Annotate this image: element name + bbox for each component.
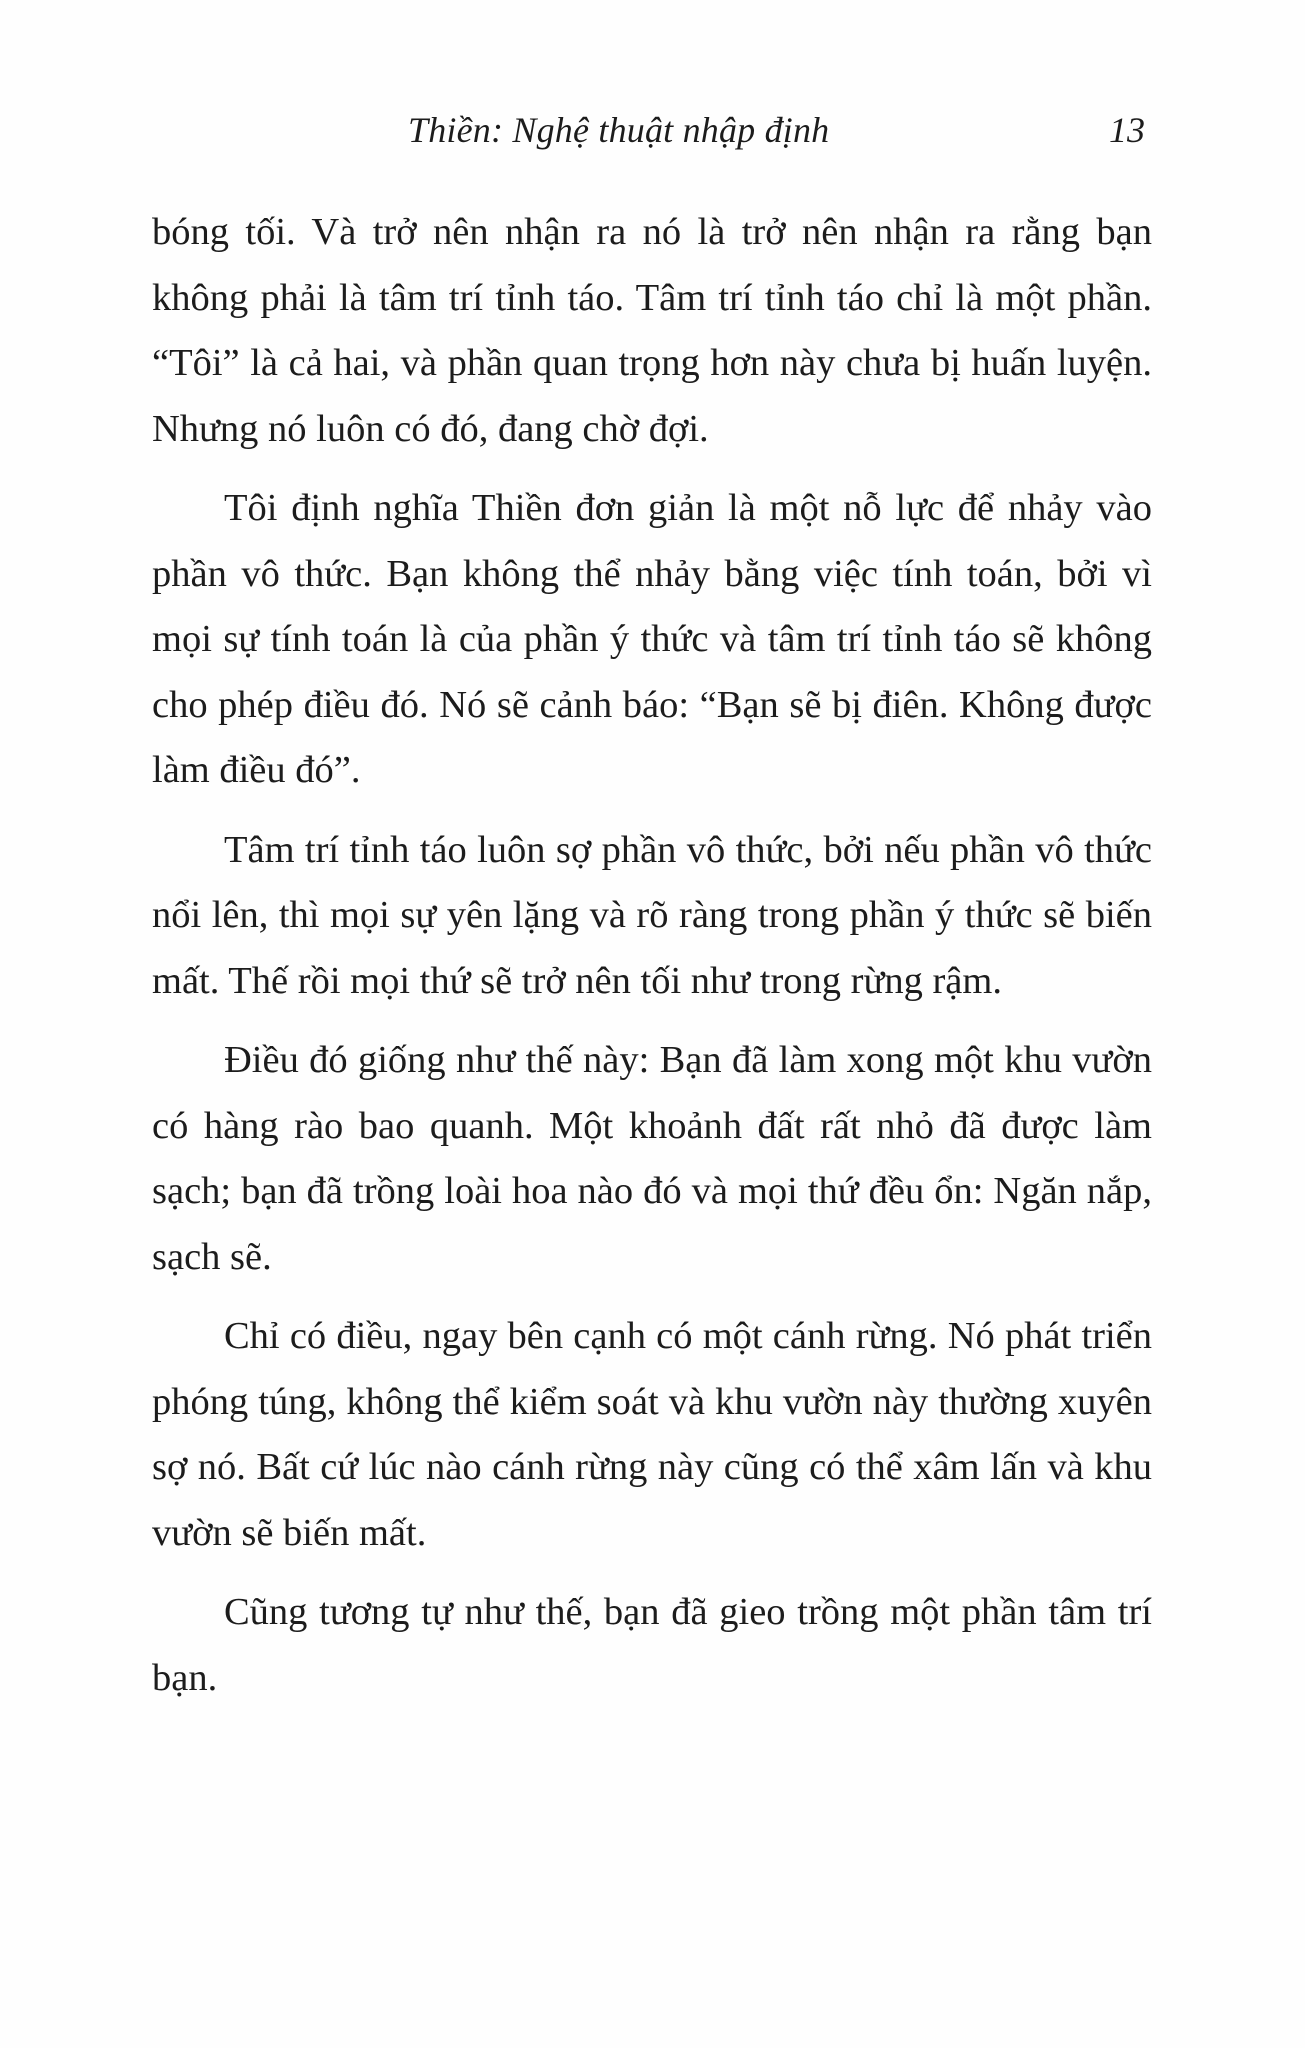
body-text bbox=[152, 200, 1152, 1725]
paragraph: Chỉ có điều, ngay bên cạnh có một cánh rừng. Nó phát triển phóng túng, không thể kiểm soát và khu vườn này thường xuyên sợ nó. Bất cứ lúc nào cánh rừng này cũng có thể xâm lấn và khu vườn sẽ biến mất. bbox=[152, 1315, 1152, 1554]
running-head bbox=[0, 108, 1305, 152]
running-title: Thiền: Nghệ thuật nhập định bbox=[408, 110, 830, 150]
paragraph-continued: bóng tối. Và trở nên nhận ra nó là trở nên nhận ra rằng bạn không phải là tâm trí tỉnh táo. Tâm trí tỉnh táo chỉ là một phần. “Tôi” là cả hai, và phần quan trọng hơn này chưa bị huấn luyện. Nhưng nó luôn có đó, đang chờ đợi. bbox=[152, 211, 1152, 450]
paragraph: Tâm trí tỉnh táo luôn sợ phần vô thức, bởi nếu phần vô thức nổi lên, thì mọi sự yên lặng và rõ ràng trong phần ý thức sẽ biến mất. Thế rồi mọi thứ sẽ trở nên tối như trong rừng rậm. bbox=[152, 828, 1152, 1002]
paragraph: Tôi định nghĩa Thiền đơn giản là một nỗ lực để nhảy vào phần vô thức. Bạn không thể nhảy bằng việc tính toán, bởi vì mọi sự tính toán là của phần ý thức và tâm trí tỉnh táo sẽ không cho phép điều đó. Nó sẽ cảnh báo: “Bạn sẽ bị điên. Không được làm điều đó”. bbox=[152, 487, 1152, 791]
paragraph: Điều đó giống như thế này: Bạn đã làm xong một khu vườn có hàng rào bao quanh. Một khoảnh đất rất nhỏ đã được làm sạch; bạn đã trồng loài hoa nào đó và mọi thứ đều ổn: Ngăn nắp, sạch sẽ. bbox=[152, 1039, 1152, 1278]
page-number: 13 bbox=[1109, 110, 1145, 150]
paragraph: Cũng tương tự như thế, bạn đã gieo trồng một phần tâm trí bạn. bbox=[152, 1591, 1152, 1699]
